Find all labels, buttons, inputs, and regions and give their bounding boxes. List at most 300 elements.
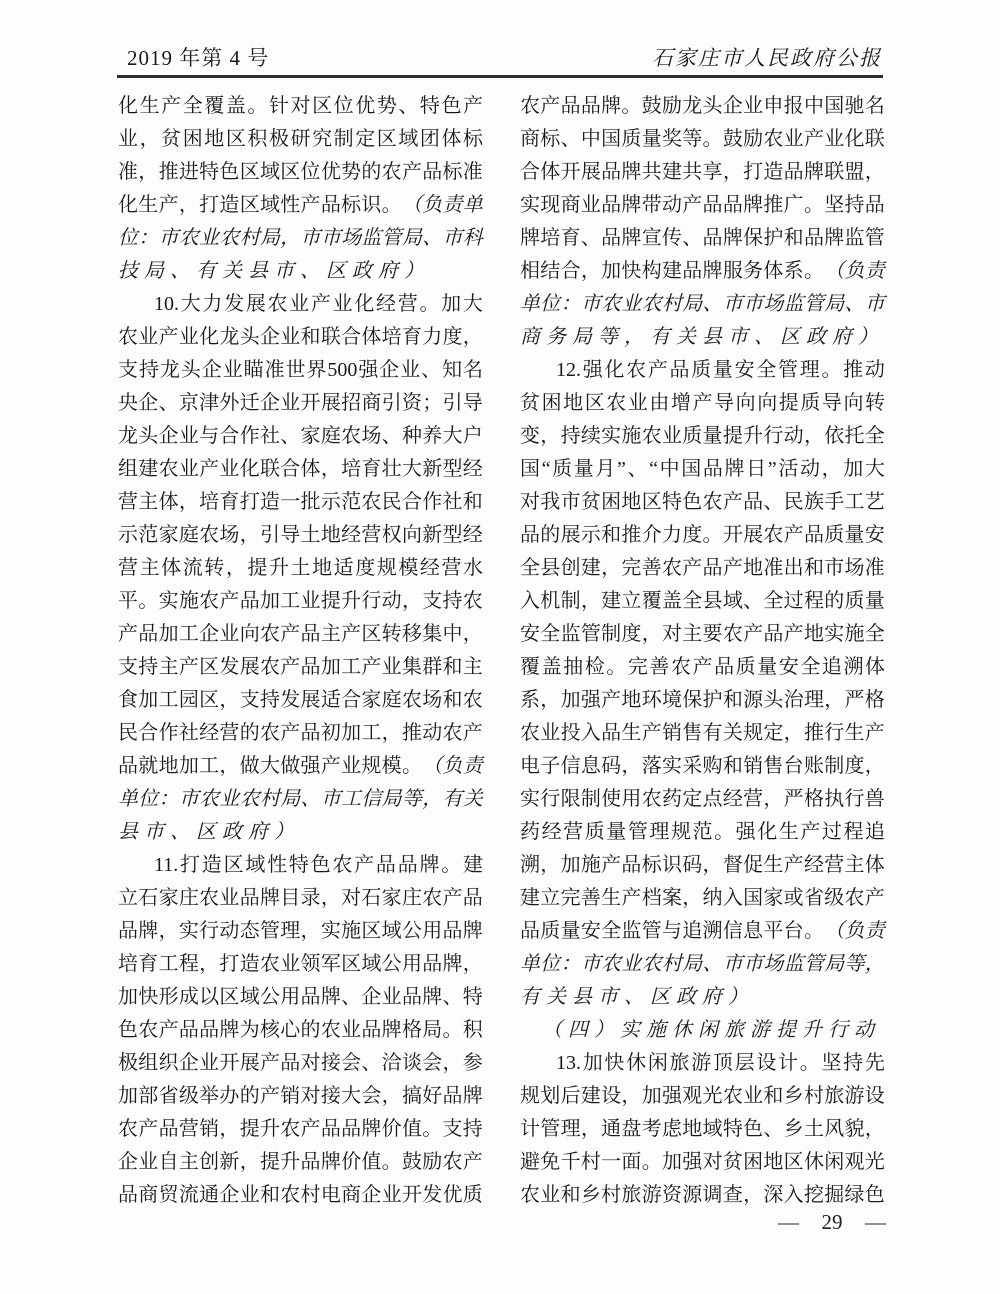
body-text-token: 企 [199, 623, 220, 645]
body-text-token: 主 [844, 854, 865, 876]
body-text-token: 化 [199, 326, 220, 348]
body-text-token: 产 [219, 590, 240, 612]
body-text-token: 中 [442, 623, 463, 645]
body-text-token: 农 [702, 491, 723, 513]
kai-text-token: 农 [641, 953, 662, 975]
body-text-token: 洽 [381, 1052, 402, 1074]
body-text-token: 产 [442, 887, 463, 909]
body-text-token: 护 [763, 227, 784, 249]
body-text-token: 艺 [864, 491, 885, 513]
body-text-token: 国 [601, 128, 622, 150]
text-line [118, 420, 483, 453]
kai-text-token: （ [422, 755, 443, 777]
body-text-token: 管 [580, 623, 601, 645]
kai-text-token: 市 [864, 293, 885, 315]
body-text-token: 展 [743, 524, 764, 546]
body-text-token: 权 [381, 524, 402, 546]
kai-text-token: 村 [661, 293, 682, 315]
kai-text-token: 市 [722, 953, 743, 975]
body-text-token: 对 [300, 1052, 321, 1074]
body-text-token: 鼓 [401, 1151, 422, 1173]
body-text-token: 乡 [580, 1184, 601, 1206]
body-text-token: 农 [763, 128, 784, 150]
body-text-token: 社 [259, 425, 280, 447]
body-text-token: 引 [259, 524, 280, 546]
body-text-token: 业 [332, 293, 353, 315]
kai-text-token: 市 [580, 953, 601, 975]
text-line [520, 816, 885, 849]
text-line [118, 387, 483, 420]
body-text-token: 全 [520, 557, 540, 579]
body-text-token: 享 [702, 161, 723, 183]
body-text-token: 力 [202, 293, 223, 315]
body-text-token: 息 [580, 755, 601, 777]
body-text-token: 入 [580, 722, 601, 744]
body-text-token: 励 [743, 128, 764, 150]
text-line [118, 618, 483, 651]
body-text-token: 和 [462, 491, 483, 513]
body-text-token: 品 [422, 953, 443, 975]
body-text-token: 级 [824, 887, 845, 909]
body-text-token: 色 [219, 161, 240, 183]
body-text-token: ， [138, 161, 159, 183]
body-text-token: 资 [401, 392, 422, 414]
body-text-token: 或 [783, 887, 804, 909]
body-text-token: 千 [560, 1151, 581, 1173]
body-text-token: 推 [763, 194, 784, 216]
body-text-token: 族 [803, 491, 824, 513]
body-text-token: 打 [180, 854, 201, 876]
page-number-value: 29 [821, 1210, 843, 1234]
body-text-token: 完 [560, 887, 581, 909]
kai-text-token: 责 [462, 755, 483, 777]
body-text-token: 报 [783, 95, 804, 117]
body-text-token: 溯 [520, 854, 540, 876]
header-issue-number: 2019 年第 4 号 [127, 46, 270, 70]
body-text-token: 通 [199, 1184, 220, 1206]
kai-text-token: 业 [621, 293, 642, 315]
body-text-token: 户 [462, 425, 483, 447]
body-text-token: 升 [268, 557, 289, 579]
body-text-token: 境 [661, 689, 682, 711]
body-text-token: 农 [199, 590, 220, 612]
body-text-token: 量 [560, 920, 581, 942]
text-line [118, 1146, 483, 1179]
body-text-token: 品 [138, 623, 159, 645]
body-text-token: 新 [219, 1151, 240, 1173]
body-text-token: 民 [783, 491, 804, 513]
body-text-token: ” [767, 458, 777, 480]
body-text-token: 商 [560, 194, 581, 216]
body-text-token: 工 [280, 590, 301, 612]
body-text-token: 农 [341, 425, 362, 447]
kai-text-token: 区 [650, 986, 670, 1008]
body-text-token: 合 [280, 458, 301, 480]
body-text-token: 色 [441, 95, 462, 117]
body-text-token: 施 [621, 425, 642, 447]
text-line [520, 849, 885, 882]
body-text-token: 牌 [621, 161, 642, 183]
body-text-token: ， [864, 755, 885, 777]
body-text-token: 有 [702, 722, 723, 744]
body-text-token: 联 [824, 161, 845, 183]
kai-text-token: 等 [401, 788, 422, 810]
body-text-token: 理 [799, 359, 820, 381]
body-text-token: 庭 [320, 425, 341, 447]
body-text-token: 展 [560, 524, 581, 546]
kai-text-token: 县 [702, 326, 722, 348]
body-text-token: 引 [381, 392, 402, 414]
body-text-token: 构 [641, 260, 662, 282]
body-text-token: 建 [580, 1085, 601, 1107]
body-text-token: 标 [442, 161, 463, 183]
body-text-token: 业 [199, 1052, 220, 1074]
kai-text-token: 单 [462, 194, 483, 216]
body-text-token: 。 [714, 821, 735, 843]
kai-text-token: 农 [601, 953, 622, 975]
body-text-token: 举 [199, 1085, 220, 1107]
body-text-token: 场 [361, 425, 382, 447]
kai-text-token: 技 [118, 260, 138, 282]
body-text-token: 就 [138, 755, 159, 777]
body-text-token: 养 [422, 425, 443, 447]
body-text-token: 商 [138, 1184, 159, 1206]
body-text-token: 家 [158, 887, 179, 909]
text-line [520, 717, 885, 750]
body-text-token: 使 [601, 788, 622, 810]
body-text-token: 产 [601, 854, 622, 876]
body-text-token: 业 [381, 1184, 402, 1206]
body-text-token: 电 [520, 755, 540, 777]
body-text-token: 监 [621, 920, 642, 942]
body-text-token: 究 [312, 128, 333, 150]
body-text-token: 优 [442, 1184, 463, 1206]
body-text-token: 游 [844, 1085, 865, 1107]
body-text-token: 性 [267, 854, 288, 876]
body-text-token: 社 [442, 491, 463, 513]
kai-text-token: 、 [624, 986, 644, 1008]
body-text-token: 溯 [843, 656, 864, 678]
body-text-token: 安 [580, 920, 601, 942]
body-text-token: ， [540, 425, 561, 447]
body-text-token: 、 [763, 491, 784, 513]
kai-text-token: 市 [300, 227, 321, 249]
body-text-token: 产 [601, 689, 622, 711]
body-text-token: 制 [580, 788, 601, 810]
body-text-token: ， [864, 1118, 885, 1140]
body-text-token: 覆 [641, 590, 662, 612]
body-text-token: 牌 [462, 1085, 483, 1107]
body-text-token: 续 [580, 425, 601, 447]
kai-text-token: ， [422, 788, 443, 810]
body-text-token: 名 [864, 95, 885, 117]
body-text-token: 造 [239, 953, 260, 975]
body-text-token: 牌 [722, 227, 743, 249]
body-text-token: 区 [584, 392, 605, 414]
body-text-token: 产 [864, 887, 885, 909]
body-text-token: 实 [320, 920, 341, 942]
body-text-token: 省 [158, 1085, 179, 1107]
body-text-token: 销 [661, 722, 682, 744]
body-text-token: 严 [844, 689, 865, 711]
body-text-token: 推 [843, 359, 864, 381]
body-text-token: 营 [441, 557, 462, 579]
body-text-token: 档 [641, 887, 662, 909]
body-text-token: 质 [584, 821, 605, 843]
body-text-token: 育 [219, 491, 240, 513]
body-text-token: 业 [824, 128, 845, 150]
kai-text-token: 负 [442, 755, 463, 777]
body-text-token: ， [540, 689, 561, 711]
body-text-token: 和 [803, 557, 824, 579]
body-text-token: 工 [361, 722, 382, 744]
body-text-token: 账 [803, 755, 824, 777]
body-text-token: 貌 [844, 1118, 865, 1140]
body-text-token: 域 [259, 194, 280, 216]
body-text-token: 产 [682, 557, 703, 579]
body-text-token: 共 [641, 161, 662, 183]
body-text-token: 追 [682, 920, 703, 942]
body-text-token: 地 [204, 128, 225, 150]
body-text-token: 产 [354, 854, 375, 876]
body-text-token: 公 [381, 953, 402, 975]
body-text-token: 产 [647, 359, 668, 381]
body-text-token: 对 [290, 95, 311, 117]
body-text-token: 育 [560, 227, 581, 249]
body-text-token: 工 [199, 755, 220, 777]
body-text-token: 模 [381, 755, 402, 777]
body-text-token: 月 [595, 458, 616, 480]
body-text-token: 位 [300, 161, 321, 183]
body-text-token: 生 [139, 95, 160, 117]
page-number [778, 1210, 886, 1235]
body-text-token: 活 [778, 458, 799, 480]
body-text-token: 推 [803, 722, 824, 744]
body-text-token: 强 [682, 1151, 703, 1173]
body-text-token: 国 [824, 95, 845, 117]
body-text-token: 支 [239, 689, 260, 711]
body-text-token: 申 [763, 95, 784, 117]
body-text-token: 业 [627, 392, 648, 414]
body-text-token: 动 [783, 425, 804, 447]
body-text-token: 销 [743, 755, 764, 777]
kai-text-token: 位 [118, 227, 138, 249]
body-text-token: 观 [682, 1085, 703, 1107]
body-text-token: 质 [844, 590, 865, 612]
body-text-token: 流 [182, 557, 203, 579]
body-text-token: 品 [580, 95, 601, 117]
body-text-token: 全 [756, 359, 777, 381]
body-text-token: 务 [743, 260, 764, 282]
body-text-token: 中 [659, 458, 680, 480]
kai-text-token: 有 [520, 986, 540, 1008]
body-text-token: 品 [442, 1085, 463, 1107]
body-text-token: ， [219, 689, 240, 711]
body-text-token: 建 [580, 557, 601, 579]
body-text-token: 产 [259, 1085, 280, 1107]
body-text-token: 质 [540, 920, 561, 942]
body-text-token: 带 [641, 194, 662, 216]
text-line [520, 1080, 885, 1113]
body-text-token: 化 [844, 128, 865, 150]
body-text-token: 安 [864, 524, 885, 546]
body-text-token: 品 [763, 623, 784, 645]
body-text-token: 产 [864, 722, 885, 744]
body-text-token: 农 [259, 722, 280, 744]
kai-text-token: 政 [806, 326, 826, 348]
body-text-token: 地 [621, 491, 642, 513]
body-text-token: 转 [865, 392, 885, 414]
body-text-token: 培 [540, 227, 561, 249]
body-text-token: 导 [462, 392, 483, 414]
text-line [118, 1047, 483, 1080]
body-text-token: 发 [219, 656, 240, 678]
body-text-token: 批 [300, 491, 321, 513]
body-text-token: 制 [333, 128, 354, 150]
body-text-token: 覆 [520, 656, 540, 678]
body-text-token: 准 [264, 359, 285, 381]
body-text-token: 实 [178, 920, 199, 942]
text-line [520, 222, 885, 255]
body-text-token: 农 [332, 854, 353, 876]
body-text-token: 名 [463, 359, 483, 381]
body-text-token: 程 [803, 590, 824, 612]
body-text-token: 特 [419, 95, 440, 117]
body-text-token: 要 [702, 623, 723, 645]
page-number-dash-left: — [778, 1210, 799, 1234]
body-text-token: 牌 [361, 1118, 382, 1140]
body-text-token: 谈 [401, 1052, 422, 1074]
body-text-token: 善 [641, 557, 662, 579]
body-text-token: 牌 [702, 260, 723, 282]
body-text-token: 开 [300, 392, 321, 414]
body-text-token: 食 [118, 689, 138, 711]
body-text-token: 民 [381, 491, 402, 513]
body-text-token: 行 [361, 590, 382, 612]
body-text-token: 强 [358, 359, 379, 381]
body-text-token: 业 [341, 1019, 362, 1041]
body-text-token: 造 [219, 194, 240, 216]
body-text-token: 打 [743, 161, 764, 183]
body-text-token: 做 [239, 755, 260, 777]
body-text-token: 识 [661, 854, 682, 876]
body-text-token: 生 [778, 821, 799, 843]
body-text-token: 信 [560, 755, 581, 777]
kai-text-token: 单 [520, 953, 540, 975]
body-text-token: ， [601, 557, 622, 579]
body-text-token: 业 [239, 1184, 260, 1206]
body-text-token: 企 [361, 986, 382, 1008]
body-text-token: 品 [118, 920, 138, 942]
body-text-token: 育 [401, 326, 422, 348]
kai-text-token: 村 [239, 227, 260, 249]
body-text-token: 立 [540, 887, 561, 909]
body-text-token: 集 [422, 623, 443, 645]
body-text-token: 地 [158, 755, 179, 777]
body-text-token: 业 [219, 887, 240, 909]
text-line [118, 90, 483, 123]
body-text-token: 入 [722, 887, 743, 909]
body-text-token: 企 [259, 326, 280, 348]
body-text-token: 发 [224, 293, 245, 315]
body-text-token: 牌 [320, 1151, 341, 1173]
body-text-token: 型 [442, 458, 463, 480]
kai-text-token: 科 [462, 227, 483, 249]
body-text-token: 主 [139, 557, 160, 579]
body-text-token: 位 [333, 95, 354, 117]
body-text-token: 监 [560, 623, 581, 645]
body-text-token: 向 [735, 392, 756, 414]
body-text-token: 进 [178, 161, 199, 183]
body-text-token: 成 [178, 986, 199, 1008]
body-text-token: 介 [641, 524, 662, 546]
body-text-token: ， [702, 854, 723, 876]
kai-text-token: 县 [572, 986, 592, 1008]
body-text-token: 定 [682, 788, 703, 810]
body-text-token: 营 [219, 722, 240, 744]
body-text-token: 后 [560, 1085, 581, 1107]
body-text-token: 育 [138, 953, 159, 975]
body-text-token: 产 [743, 623, 764, 645]
body-text-token: 以 [199, 986, 220, 1008]
body-text-token: 规 [376, 557, 397, 579]
body-text-token: 设 [756, 1052, 777, 1074]
body-text-token: 打 [239, 491, 260, 513]
body-text-token: 区 [783, 1151, 804, 1173]
kai-text-token: 县 [248, 260, 268, 282]
body-text-token: 业 [222, 359, 243, 381]
body-text-token: 安 [778, 656, 799, 678]
body-text-token: 领 [300, 953, 321, 975]
body-text-token: 作 [422, 491, 443, 513]
body-text-token: 服 [722, 260, 743, 282]
body-text-token: 管 [259, 920, 280, 942]
body-text-token: 相 [520, 260, 540, 282]
body-text-token: 快 [138, 986, 159, 1008]
body-text-token: 量 [864, 590, 885, 612]
body-text-token: 准 [118, 161, 138, 183]
body-text-token: 农 [138, 1019, 159, 1041]
body-text-token: 施 [844, 623, 865, 645]
body-text-token: 产 [158, 194, 179, 216]
body-text-token: 造 [763, 161, 784, 183]
kai-text-token: 局 [824, 293, 845, 315]
body-text-token: 主 [158, 656, 179, 678]
kai-text-token: 、 [170, 821, 190, 843]
body-text-token: 过 [783, 590, 804, 612]
body-text-token: 商 [361, 392, 382, 414]
body-text-token: 品 [743, 491, 764, 513]
text-line [520, 981, 885, 1014]
text-line [520, 1146, 885, 1179]
body-text-token: 区 [376, 128, 397, 150]
body-text-token: 做 [280, 755, 301, 777]
body-text-token: 园 [178, 689, 199, 711]
body-text-token: 土 [300, 524, 321, 546]
body-text-token: 业 [219, 458, 240, 480]
body-text-token: 业 [178, 458, 199, 480]
body-text-token: ， [722, 161, 743, 183]
body-text-token: 休 [803, 1151, 824, 1173]
body-text-token: 范 [341, 491, 362, 513]
body-text-token: 、 [381, 425, 402, 447]
body-text-token: 息 [743, 920, 764, 942]
body-text-token: ” [617, 458, 626, 480]
kai-text-token: 实 [620, 1019, 640, 1041]
kai-text-token: 旅 [724, 1019, 744, 1041]
body-text-token: 奖 [661, 128, 682, 150]
body-text-token: 制 [601, 623, 622, 645]
